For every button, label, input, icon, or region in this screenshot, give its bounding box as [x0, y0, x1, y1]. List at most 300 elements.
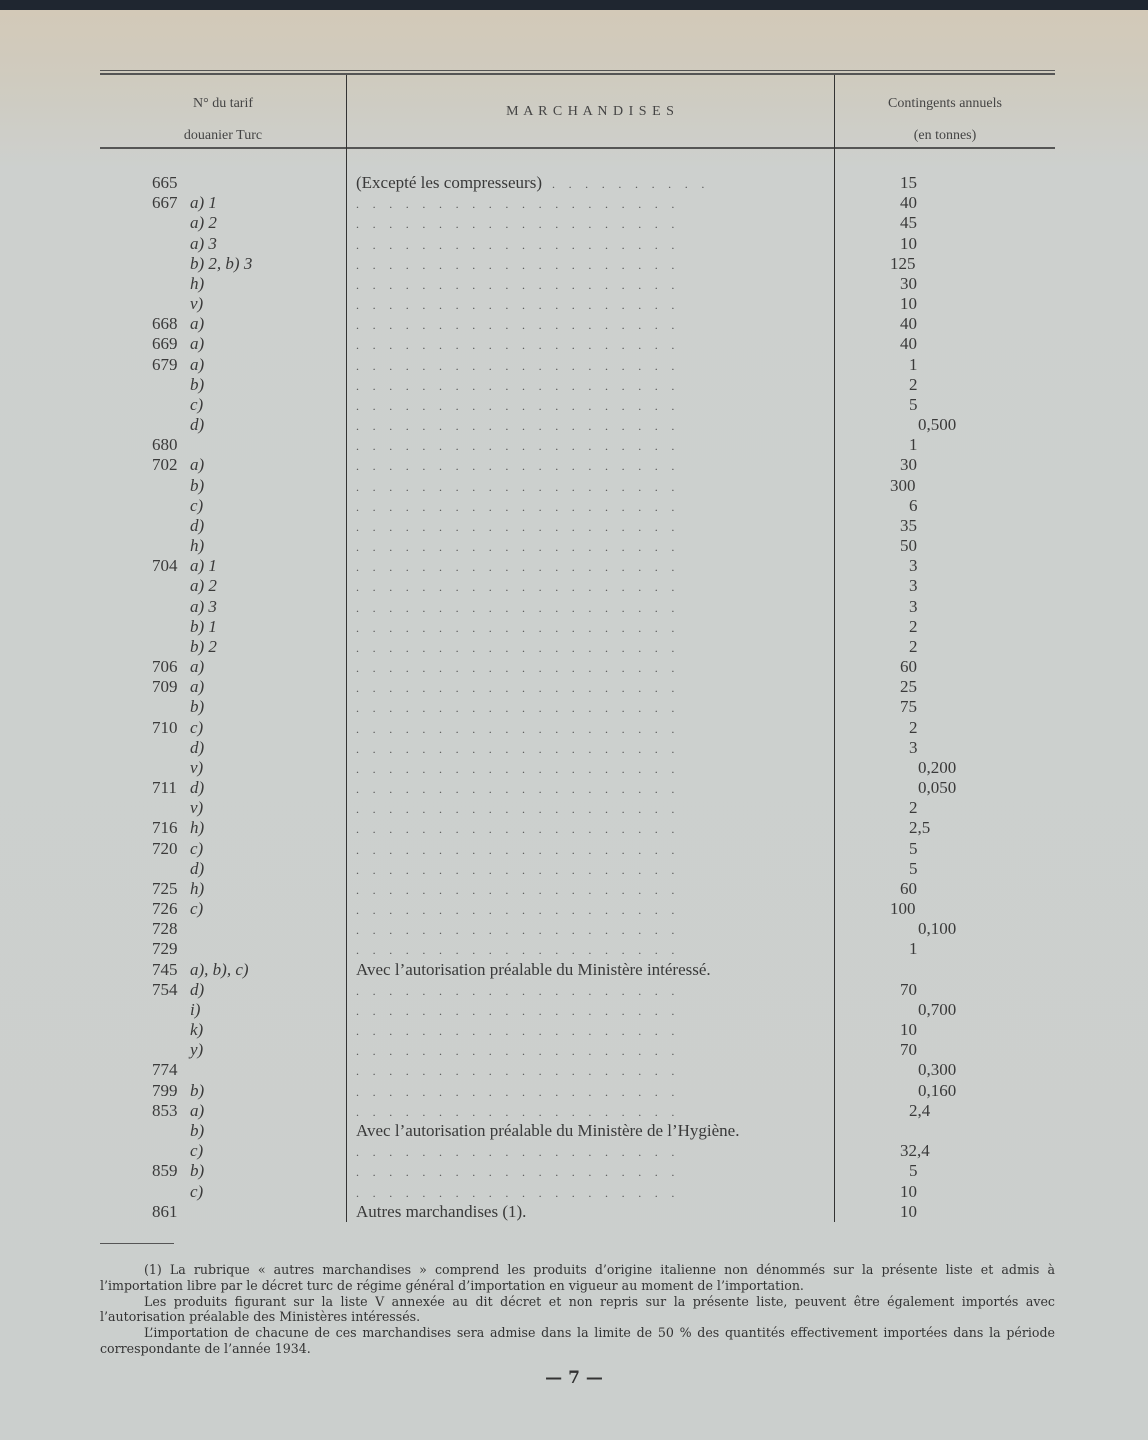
tarif-heading: 680 — [152, 435, 178, 455]
table-row — [0, 334, 1148, 354]
tarif-number — [152, 980, 204, 1000]
tarif-number — [152, 254, 252, 274]
merchandise-cell — [356, 798, 830, 819]
header-tarif — [100, 88, 346, 152]
table-row — [0, 657, 1148, 677]
quota-value: 70 — [900, 979, 917, 999]
leader-dots: .................... — [356, 822, 688, 837]
quota-value: 45 — [900, 213, 917, 233]
quota-value: 2,5 — [909, 818, 931, 838]
tarif-subheading: d) — [190, 415, 205, 435]
tarif-number — [152, 1121, 204, 1141]
tarif-subheading: v) — [190, 757, 204, 777]
table-row — [0, 677, 1148, 697]
tarif-subheading: v) — [190, 798, 204, 818]
leader-dots: .................... — [356, 923, 688, 938]
merchandise-cell — [356, 355, 830, 376]
tarif-number — [152, 939, 190, 959]
quota-value: 0,200 — [918, 757, 957, 777]
table-row — [0, 1060, 1148, 1080]
merchandise-cell — [356, 859, 830, 880]
quota-value: 2 — [909, 798, 918, 818]
tarif-number — [152, 677, 204, 697]
leader-dots: .................... — [356, 298, 688, 313]
merchandise-cell — [356, 476, 830, 497]
merchandise-cell — [356, 597, 830, 618]
leader-dots: .................... — [356, 1165, 688, 1180]
tarif-number — [152, 1141, 203, 1161]
quota-value: 5 — [909, 1161, 918, 1181]
quota-value: 40 — [900, 314, 917, 334]
quota-value: 3 — [909, 576, 918, 596]
tarif-number — [152, 697, 204, 717]
quota-value: 30 — [900, 273, 917, 293]
quota-value: 35 — [900, 515, 917, 535]
table-row — [0, 1101, 1148, 1121]
merchandise-cell — [356, 375, 830, 396]
tarif-subheading: a) — [190, 657, 205, 677]
tarif-number — [152, 375, 204, 395]
table-row — [0, 778, 1148, 798]
tarif-heading: 720 — [152, 838, 178, 858]
tarif-subheading: d) — [190, 737, 205, 757]
tarif-heading: 745 — [152, 959, 178, 979]
table-row — [0, 859, 1148, 879]
leader-dots: .................... — [356, 459, 688, 474]
table-row — [0, 294, 1148, 314]
quota-value: 30 — [900, 455, 917, 475]
header-tarif-line1: N° du tarif — [192, 96, 254, 111]
leader-dots: .................... — [356, 701, 688, 716]
leader-dots: .................... — [356, 600, 688, 615]
quota-value: 10 — [900, 1020, 917, 1040]
table-row — [0, 173, 1148, 193]
leader-dots: .................... — [356, 620, 688, 635]
merchandise-cell — [356, 839, 830, 860]
table-row — [0, 1040, 1148, 1060]
leader-dots: .................... — [356, 842, 688, 857]
table-row — [0, 254, 1148, 274]
tarif-number — [152, 758, 203, 778]
table-row — [0, 536, 1148, 556]
merchandise-cell — [356, 657, 830, 678]
merchandise-cell — [356, 697, 830, 718]
table-row — [0, 193, 1148, 213]
tarif-number — [152, 496, 203, 516]
table-row — [0, 637, 1148, 657]
merchandise-cell — [356, 415, 830, 436]
tarif-number — [152, 919, 190, 939]
quota-value: 40 — [900, 334, 917, 354]
footnote-1: (1) La rubrique « autres marchandises » comprend les produits d’origine italienne non dénommés sur la présente liste et admis à l’importation libre par le décret turc de régime général d’importation en vigueur au moment de l’importation. — [100, 1262, 1055, 1293]
tarif-number — [152, 395, 203, 415]
leader-dots: .................... — [356, 661, 688, 676]
tarif-subheading: a) — [190, 354, 205, 374]
tarif-heading: 725 — [152, 878, 178, 898]
quota-value: 15 — [900, 173, 917, 192]
merchandise-cell — [356, 738, 830, 759]
table-row — [0, 1081, 1148, 1101]
tarif-subheading: d) — [190, 778, 205, 798]
tarif-subheading: b) — [190, 697, 205, 717]
tarif-subheading: a) — [190, 314, 205, 334]
tarif-heading: 702 — [152, 455, 178, 475]
tarif-subheading: a) — [190, 334, 205, 354]
tarif-subheading: k) — [190, 1020, 204, 1040]
table-row — [0, 1182, 1148, 1202]
tarif-subheading: b) — [190, 1161, 205, 1181]
tarif-subheading: h) — [190, 273, 205, 293]
table-row — [0, 798, 1148, 818]
merchandise-cell — [356, 576, 830, 597]
tarif-subheading: c) — [190, 1141, 204, 1161]
tarif-number — [152, 879, 204, 899]
table-row — [0, 556, 1148, 576]
merchandise-cell — [356, 556, 830, 577]
leader-dots: .................... — [356, 398, 688, 413]
tarif-number — [152, 960, 249, 980]
leader-dots: .................... — [356, 943, 688, 958]
tarif-number — [152, 1161, 204, 1181]
merchandise-cell — [356, 395, 830, 416]
tarif-number — [152, 234, 217, 254]
tarif-subheading: b) — [190, 475, 205, 495]
quota-value: 2 — [909, 616, 918, 636]
merchandise-cell — [356, 173, 830, 194]
merchandise-cell — [356, 919, 830, 940]
merchandise-text: Avec l’autorisation préalable du Ministère de l’Hygiène. — [356, 1120, 740, 1140]
tarif-number — [152, 455, 204, 475]
tarif-subheading: c) — [190, 838, 204, 858]
tarif-subheading: a) — [190, 455, 205, 475]
quota-value: 2 — [909, 636, 918, 656]
tarif-number — [152, 839, 203, 859]
merchandise-cell — [356, 818, 830, 839]
tarif-number — [152, 1000, 200, 1020]
merchandise-cell — [356, 294, 830, 315]
tarif-subheading: y) — [190, 1040, 204, 1060]
table-row — [0, 355, 1148, 375]
merchandise-cell — [356, 637, 830, 658]
leader-dots: .................... — [356, 197, 688, 212]
leader-dots: .................... — [356, 862, 688, 877]
quota-value: 1 — [909, 354, 918, 374]
quota-value: 40 — [900, 193, 917, 213]
leader-dots: .................... — [356, 741, 688, 756]
table-row — [0, 758, 1148, 778]
tarif-number — [152, 597, 217, 617]
leader-dots: .................... — [356, 560, 688, 575]
quota-value: 5 — [909, 394, 918, 414]
tarif-number — [152, 536, 204, 556]
merchandise-cell — [356, 254, 830, 275]
leader-dots: .................... — [356, 277, 688, 292]
table-row — [0, 818, 1148, 838]
quota-value: 10 — [900, 233, 917, 253]
quota-value: 3 — [909, 556, 918, 576]
leader-dots: .................... — [356, 1104, 688, 1119]
table-row — [0, 213, 1148, 233]
tarif-subheading: a) 1 — [190, 193, 217, 213]
tarif-number — [152, 1182, 203, 1202]
tarif-heading: 711 — [152, 778, 177, 798]
merchandise-cell — [356, 718, 830, 739]
merchandise-cell — [356, 516, 830, 537]
table-row — [0, 435, 1148, 455]
leader-dots: .................... — [356, 1044, 688, 1059]
merchandise-cell — [356, 1121, 830, 1141]
tarif-number — [152, 576, 217, 596]
quota-value: 60 — [900, 657, 917, 677]
tarif-heading: 729 — [152, 939, 178, 959]
quota-value: 2 — [909, 717, 918, 737]
merchandise-cell — [356, 435, 830, 456]
footnote-rule — [100, 1243, 174, 1244]
tarif-heading: 667 — [152, 193, 178, 213]
merchandise-cell — [356, 1081, 830, 1102]
merchandise-cell — [356, 1182, 830, 1203]
tarif-subheading: a) 3 — [190, 233, 217, 253]
table-row — [0, 395, 1148, 415]
merchandise-cell — [356, 334, 830, 355]
tarif-number — [152, 556, 217, 576]
header-merchandise — [347, 104, 834, 120]
tarif-number — [152, 718, 203, 738]
tarif-number — [152, 899, 203, 919]
quota-value: 10 — [900, 294, 917, 314]
merchandise-cell — [356, 455, 830, 476]
tarif-heading: 704 — [152, 556, 178, 576]
table-row — [0, 1141, 1148, 1161]
quota-value: 0,160 — [918, 1080, 957, 1100]
quota-value: 1 — [909, 939, 918, 959]
table-row — [0, 576, 1148, 596]
merchandise-cell — [356, 274, 830, 295]
table-row — [0, 899, 1148, 919]
tarif-subheading: h) — [190, 536, 205, 556]
leader-dots: .................... — [356, 540, 688, 555]
quota-value: 125 — [890, 253, 916, 273]
footnote-2: Les produits figurant sur la liste V annexée au dit décret et non repris sur la présente liste, peuvent être également importés avec l’autorisation préalable des Ministères intéressés. — [100, 1293, 1055, 1325]
tarif-subheading: c) — [190, 495, 204, 515]
merchandise-cell — [356, 617, 830, 638]
quota-value: 0,500 — [918, 415, 957, 435]
leader-dots: .................... — [356, 802, 688, 817]
table-row — [0, 274, 1148, 294]
leader-dots: .................... — [356, 1084, 688, 1099]
leader-dots: .................... — [356, 882, 688, 897]
tarif-subheading: h) — [190, 818, 205, 838]
merchandise-cell — [356, 1161, 830, 1182]
leader-dots: .................... — [356, 338, 688, 353]
leader-dots: .......... — [551, 177, 718, 191]
tarif-heading: 799 — [152, 1080, 178, 1100]
leader-dots: .................... — [356, 681, 688, 696]
tarif-subheading: a) 2 — [190, 213, 217, 233]
tarif-subheading: a) 3 — [190, 596, 217, 616]
tarif-heading: 710 — [152, 717, 178, 737]
leader-dots: .................... — [356, 640, 688, 655]
tarif-subheading: d) — [190, 979, 205, 999]
quota-value: 75 — [900, 697, 917, 717]
quota-value: 10 — [900, 1201, 917, 1221]
leader-dots: .................... — [356, 1185, 688, 1200]
tarif-subheading: a) 1 — [190, 556, 217, 576]
table-row — [0, 597, 1148, 617]
merchandise-cell — [356, 960, 830, 980]
merchandise-cell — [356, 193, 830, 214]
quota-value: 300 — [890, 475, 916, 495]
tarif-heading: 668 — [152, 314, 178, 334]
table-row — [0, 1020, 1148, 1040]
tarif-heading: 706 — [152, 657, 178, 677]
quota-value: 3 — [909, 596, 918, 616]
tarif-number — [152, 1081, 204, 1101]
tarif-subheading: d) — [190, 858, 205, 878]
quota-value: 2,4 — [909, 1100, 931, 1120]
tarif-subheading: b) — [190, 1120, 205, 1140]
tarif-subheading: d) — [190, 515, 205, 535]
tarif-subheading: c) — [190, 394, 204, 414]
header-quota-line1: Contingents annuels — [888, 96, 1002, 111]
leader-dots: .................... — [356, 499, 688, 514]
table-row — [0, 919, 1148, 939]
merchandise-cell — [356, 1000, 830, 1021]
header-quota — [835, 88, 1055, 152]
merchandise-cell — [356, 939, 830, 960]
tarif-heading: 859 — [152, 1161, 178, 1181]
header-merchandise-label: M A R C H A N D I S E S — [506, 104, 675, 119]
quota-value: 100 — [890, 899, 916, 919]
leader-dots: .................... — [356, 580, 688, 595]
tarif-number — [152, 1202, 190, 1222]
tarif-number — [152, 274, 204, 294]
tarif-heading: 728 — [152, 919, 178, 939]
tarif-heading: 774 — [152, 1060, 178, 1080]
tarif-heading: 716 — [152, 818, 178, 838]
tarif-heading: 754 — [152, 979, 178, 999]
leader-dots: .................... — [356, 439, 688, 454]
quota-value: 6 — [909, 495, 918, 515]
merchandise-cell — [356, 1202, 830, 1222]
header-quota-line2: (en tonnes) — [913, 128, 977, 143]
merchandise-cell — [356, 1040, 830, 1061]
quota-value: 1 — [909, 435, 918, 455]
table-top-rule-2 — [100, 73, 1055, 75]
merchandise-cell — [356, 1020, 830, 1041]
tarif-number — [152, 657, 204, 677]
table-row — [0, 1161, 1148, 1181]
quota-value: 70 — [900, 1040, 917, 1060]
quota-value: 50 — [900, 536, 917, 556]
leader-dots: .................... — [356, 1024, 688, 1039]
table-row — [0, 476, 1148, 496]
table-row — [0, 879, 1148, 899]
leader-dots: .................... — [356, 479, 688, 494]
tarif-subheading: c) — [190, 899, 204, 919]
quota-value: 25 — [900, 677, 917, 697]
table-row — [0, 375, 1148, 395]
tarif-heading: 679 — [152, 354, 178, 374]
quota-value: 32,4 — [900, 1141, 930, 1161]
footnote-3: L’importation de chacune de ces marchandises sera admise dans la limite de 50 % des quantités effectivement importées dans la période correspondante de l’année 1934. — [100, 1325, 1055, 1356]
tarif-subheading: a) — [190, 1100, 205, 1120]
leader-dots: .................... — [356, 358, 688, 373]
tarif-subheading: c) — [190, 717, 204, 737]
leader-dots: .................... — [356, 519, 688, 534]
tarif-number — [152, 516, 204, 536]
table-row — [0, 939, 1148, 959]
tarif-subheading: b) 2, b) 3 — [190, 253, 253, 273]
tarif-number — [152, 1101, 204, 1121]
leader-dots: .................... — [356, 761, 688, 776]
tarif-subheading: c) — [190, 1181, 204, 1201]
leader-dots: .................... — [356, 378, 688, 393]
leader-dots: .................... — [356, 1003, 688, 1018]
tarif-number — [152, 617, 217, 637]
quota-value: 0,300 — [918, 1060, 957, 1080]
table-row — [0, 516, 1148, 536]
merchandise-cell — [356, 677, 830, 698]
tarif-number — [152, 798, 203, 818]
tarif-number — [152, 314, 204, 334]
merchandise-cell — [356, 1101, 830, 1122]
tarif-heading: 669 — [152, 334, 178, 354]
tarif-subheading: a) — [190, 677, 205, 697]
quota-value: 0,700 — [918, 999, 957, 1019]
tarif-number — [152, 294, 203, 314]
tarif-subheading: i) — [190, 999, 201, 1019]
tarif-subheading: v) — [190, 294, 204, 314]
tarif-number — [152, 355, 204, 375]
table-row — [0, 960, 1148, 980]
leader-dots: .................... — [356, 1064, 688, 1079]
tarif-number — [152, 213, 217, 233]
quota-value: 5 — [909, 858, 918, 878]
table-row — [0, 980, 1148, 1000]
tarif-number — [152, 1040, 203, 1060]
merchandise-cell — [356, 879, 830, 900]
merchandise-cell — [356, 1060, 830, 1081]
tarif-heading: 853 — [152, 1100, 178, 1120]
merchandise-cell — [356, 536, 830, 557]
quota-value: 0,050 — [918, 778, 957, 798]
merchandise-text: Avec l’autorisation préalable du Ministère intéressé. — [356, 959, 711, 979]
tarif-heading: 665 — [152, 173, 178, 192]
tarif-number — [152, 778, 204, 798]
leader-dots: .................... — [356, 903, 688, 918]
leader-dots: .................... — [356, 257, 688, 272]
table-row — [0, 314, 1148, 334]
leader-dots: .................... — [356, 419, 688, 434]
page-number: — 7 — — [545, 1368, 603, 1388]
merchandise-cell — [356, 899, 830, 920]
footnotes — [100, 1262, 1055, 1357]
leader-dots: .................... — [356, 782, 688, 797]
table-row — [0, 617, 1148, 637]
leader-dots: .................... — [356, 721, 688, 736]
tarif-number — [152, 193, 217, 213]
merchandise-cell — [356, 496, 830, 517]
tarif-number — [152, 738, 204, 758]
table-row — [0, 697, 1148, 717]
tarif-subheading: b) 2 — [190, 636, 217, 656]
scan-top-edge — [0, 0, 1148, 10]
merchandise-cell — [356, 213, 830, 234]
tarif-number — [152, 334, 204, 354]
quota-value: 2 — [909, 374, 918, 394]
quota-value: 10 — [900, 1181, 917, 1201]
